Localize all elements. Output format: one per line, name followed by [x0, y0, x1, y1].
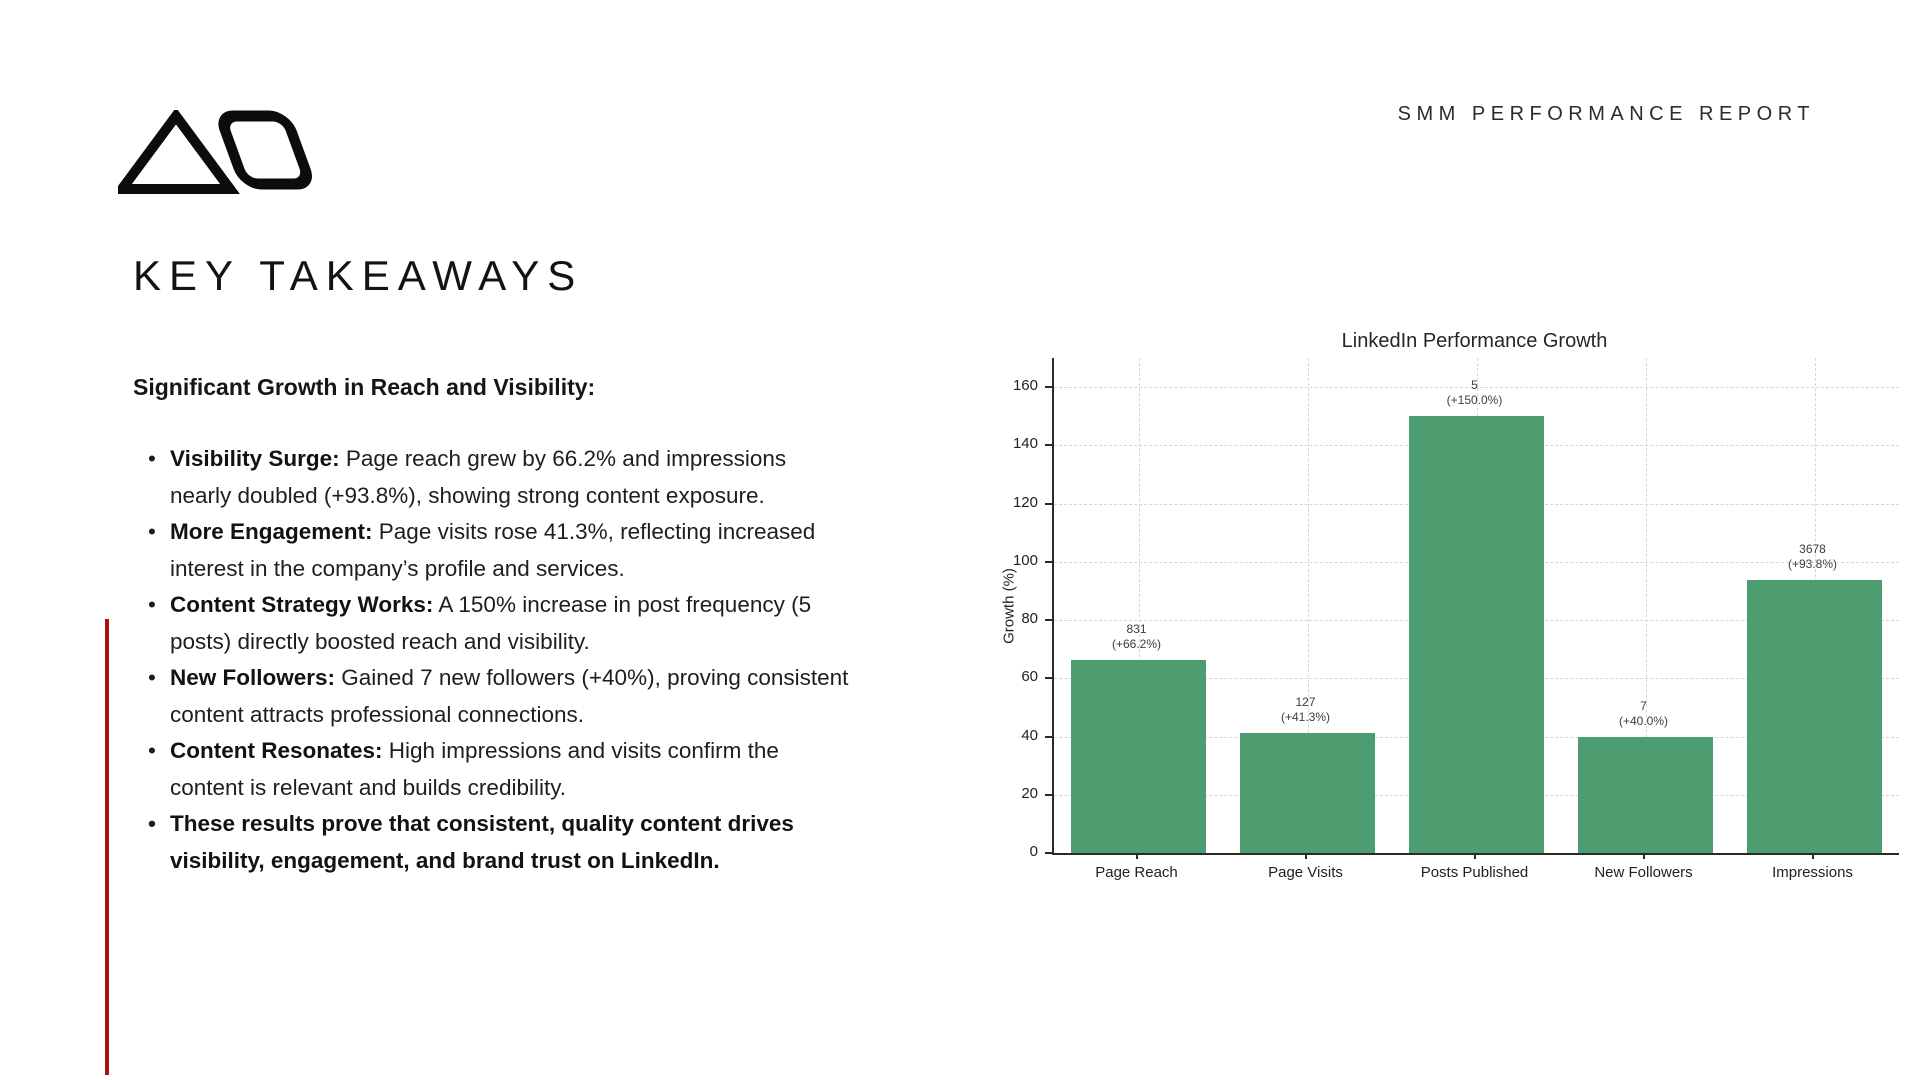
y-tick: [1045, 619, 1052, 621]
takeaway-item: • Content Resonates: High impressions and visits confirm the content is relevant and builds credibility.: [133, 733, 853, 806]
bar-impressions: [1747, 580, 1882, 853]
chart-title: LinkedIn Performance Growth: [1341, 330, 1608, 352]
y-tick-label: 120: [1012, 493, 1038, 511]
y-tick: [1045, 561, 1052, 563]
x-tick: [1812, 853, 1814, 859]
x-tick: [1474, 853, 1476, 859]
takeaways-list: [133, 441, 853, 879]
chart-ylabel: Growth (%): [1000, 567, 1018, 644]
y-tick: [1045, 503, 1052, 505]
chart-plot-area: [1052, 358, 1899, 855]
x-tick-label: Page Visits: [1268, 864, 1343, 881]
x-tick-label: Page Reach: [1095, 864, 1178, 881]
takeaway-lead: More Engagement:: [170, 519, 373, 544]
x-tick: [1136, 853, 1138, 859]
y-tick-label: 20: [1021, 784, 1038, 802]
takeaways-intro: Significant Growth in Reach and Visibility:: [133, 374, 596, 400]
x-tick: [1643, 853, 1645, 859]
y-tick-label: 60: [1021, 668, 1038, 686]
y-tick: [1045, 852, 1052, 854]
x-tick: [1305, 853, 1307, 859]
takeaways-text-block: [133, 374, 853, 879]
takeaway-lead: Visibility Surge:: [170, 446, 340, 471]
y-tick-label: 160: [1012, 377, 1038, 395]
y-tick: [1045, 736, 1052, 738]
page-title: KEY TAKEAWAYS: [133, 252, 584, 299]
bar-value-label: 5 (+150.0%): [1446, 378, 1503, 408]
y-tick-label: 100: [1012, 551, 1038, 569]
takeaway-lead: Content Resonates:: [170, 738, 383, 763]
bar-value-label: 127 (+41.3%): [1280, 694, 1331, 724]
bar-value-label: 3678 (+93.8%): [1787, 541, 1838, 571]
y-tick-label: 80: [1021, 610, 1038, 628]
takeaway-lead: New Followers:: [170, 665, 336, 690]
y-tick: [1045, 794, 1052, 796]
bar-page-reach: [1071, 660, 1206, 853]
takeaway-item: • These results prove that consistent, quality content drives visibility, engagement, and brand trust on LinkedIn.: [133, 806, 853, 879]
y-tick-label: 140: [1012, 435, 1038, 453]
accent-rule: [105, 619, 109, 1075]
bar-value-label: 7 (+40.0%): [1618, 698, 1669, 728]
bar-new-followers: [1578, 737, 1713, 853]
takeaway-item: • New Followers: Gained 7 new followers (+40%), proving consistent content attracts professional connections.: [133, 660, 853, 733]
bar-value-label: 831 (+66.2%): [1111, 622, 1162, 652]
x-tick-label: Impressions: [1772, 864, 1853, 881]
y-tick-label: 40: [1021, 726, 1038, 744]
x-tick-label: New Followers: [1594, 864, 1693, 881]
takeaway-item: • More Engagement: Page visits rose 41.3%, reflecting increased interest in the company’s profile and services.: [133, 514, 853, 587]
ao-logo-icon: [118, 110, 314, 196]
bar-posts-published: [1409, 416, 1544, 853]
takeaway-item: • Content Strategy Works: A 150% increase in post frequency (5 posts) directly boosted reach and visibility.: [133, 587, 853, 660]
takeaway-item: • Visibility Surge: Page reach grew by 66.2% and impressions nearly doubled (+93.8%), showing strong content exposure.: [133, 441, 853, 514]
chart: [995, 325, 1920, 910]
x-tick-label: Posts Published: [1420, 864, 1529, 881]
y-tick: [1045, 386, 1052, 388]
y-tick: [1045, 444, 1052, 446]
bar-page-visits: [1240, 733, 1375, 853]
y-tick-label: 0: [1029, 843, 1038, 860]
y-tick: [1045, 677, 1052, 679]
takeaway-lead: Content Strategy Works:: [170, 592, 434, 617]
report-title: SMM PERFORMANCE REPORT: [1397, 103, 1815, 125]
